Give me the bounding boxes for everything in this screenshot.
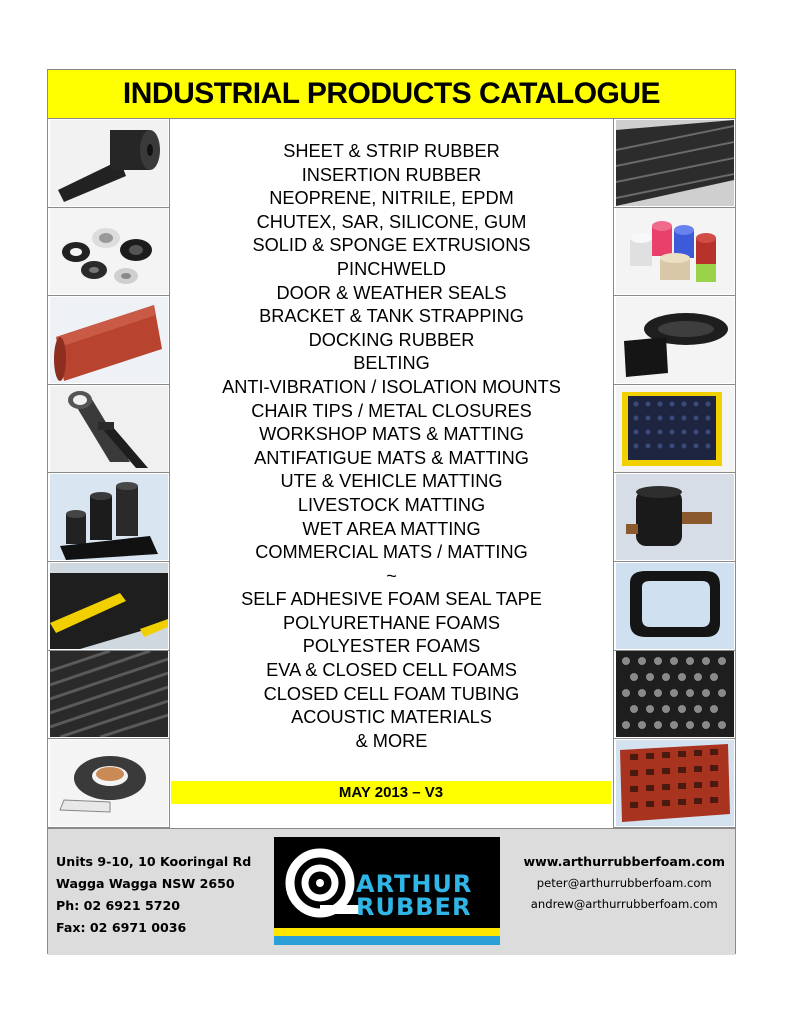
product-item: NEOPRENE, NITRILE, EPDM xyxy=(269,188,514,209)
perforated-mat-image xyxy=(614,651,735,740)
product-item: COMMERCIAL MATS / MATTING xyxy=(255,542,528,563)
product-item: CLOSED CELL FOAM TUBING xyxy=(263,683,520,704)
roll-icon xyxy=(280,843,360,933)
ribbed-matting-image xyxy=(48,651,169,740)
address-line-2: Wagga Wagga NSW 2650 xyxy=(56,876,235,891)
logo-blue-stripe xyxy=(274,936,500,945)
red-rubber-sheet-image xyxy=(48,296,169,385)
product-item: WORKSHOP MATS & MATTING xyxy=(259,424,524,445)
product-item: CHUTEX, SAR, SILICONE, GUM xyxy=(256,211,527,232)
product-item: LIVESTOCK MATTING xyxy=(297,494,486,515)
product-item: EVA & CLOSED CELL FOAMS xyxy=(266,660,517,681)
product-item: SHEET & STRIP RUBBER xyxy=(283,141,500,161)
safety-mat-yellow-edge-image xyxy=(48,562,169,651)
product-item: ~ xyxy=(386,565,397,586)
arthur-rubber-logo xyxy=(274,837,500,945)
colored-sponge-rolls-image xyxy=(614,208,735,297)
page-title: INDUSTRIAL PRODUCTS CATALOGUE xyxy=(122,77,661,110)
product-item: CHAIR TIPS / METAL CLOSURES xyxy=(251,400,532,421)
right-image-column xyxy=(613,119,735,828)
product-item: SOLID & SPONGE EXTRUSIONS xyxy=(252,235,531,256)
website-link[interactable]: www.arthurrubberfoam.com xyxy=(523,854,725,869)
logo-line-2: RUBBER xyxy=(356,893,472,921)
product-item: POLYURETHANE FOAMS xyxy=(283,612,500,633)
product-item: UTE & VEHICLE MATTING xyxy=(280,471,503,492)
product-item: INSERTION RUBBER xyxy=(301,164,482,185)
product-item: BELTING xyxy=(353,353,430,374)
product-item: WET AREA MATTING xyxy=(302,518,481,539)
diamond-tread-mat-image xyxy=(614,119,735,208)
logo-line-1: ARTHUR xyxy=(356,870,473,898)
version-banner xyxy=(171,781,611,804)
product-item: DOOR & WEATHER SEALS xyxy=(276,282,507,303)
product-item: ANTI-VIBRATION / ISOLATION MOUNTS xyxy=(222,376,561,397)
door-seal-profiles-image xyxy=(48,385,169,474)
fax-number: Fax: 02 6971 0036 xyxy=(56,920,187,935)
round-grommets-image xyxy=(48,208,169,297)
address-block xyxy=(56,851,251,939)
logo-wordmark xyxy=(356,870,473,921)
footer xyxy=(48,828,735,955)
email-link-andrew[interactable]: andrew@arthurrubberfoam.com xyxy=(530,897,718,911)
email-link-peter[interactable]: peter@arthurrubberfoam.com xyxy=(536,876,712,890)
address-line-1: Units 9-10, 10 Kooringal Rd xyxy=(56,854,252,869)
contact-block xyxy=(524,851,726,915)
product-item: & MORE xyxy=(355,730,428,751)
logo-yellow-stripe xyxy=(274,928,500,936)
rubber-rolls-stack-image xyxy=(48,473,169,562)
left-image-column xyxy=(48,119,170,828)
red-drainage-mat-image xyxy=(614,739,735,828)
anti-vibration-mount-image xyxy=(614,473,735,562)
product-item: PINCHWELD xyxy=(336,258,447,279)
product-item: POLYESTER FOAMS xyxy=(302,636,481,657)
product-item: SELF ADHESIVE FOAM SEAL TAPE xyxy=(241,589,542,610)
product-item: ANTIFATIGUE MATS & MATTING xyxy=(254,447,529,468)
foam-tape-roll-image xyxy=(48,739,169,828)
product-list xyxy=(170,119,613,753)
version-label: MAY 2013 – V3 xyxy=(338,784,444,801)
hollow-extrusion-image xyxy=(614,562,735,651)
title-banner xyxy=(48,70,735,119)
antifatigue-tile-mat-image xyxy=(614,385,735,474)
phone-number: Ph: 02 6921 5720 xyxy=(56,898,181,913)
product-item: DOCKING RUBBER xyxy=(308,329,475,350)
docking-rubber-strip-image xyxy=(614,296,735,385)
rubber-roll-image xyxy=(48,119,169,208)
catalogue-cover xyxy=(47,69,736,954)
product-item: BRACKET & TANK STRAPPING xyxy=(259,306,524,327)
product-list-panel xyxy=(170,119,613,828)
product-item: ACOUSTIC MATERIALS xyxy=(291,707,492,728)
